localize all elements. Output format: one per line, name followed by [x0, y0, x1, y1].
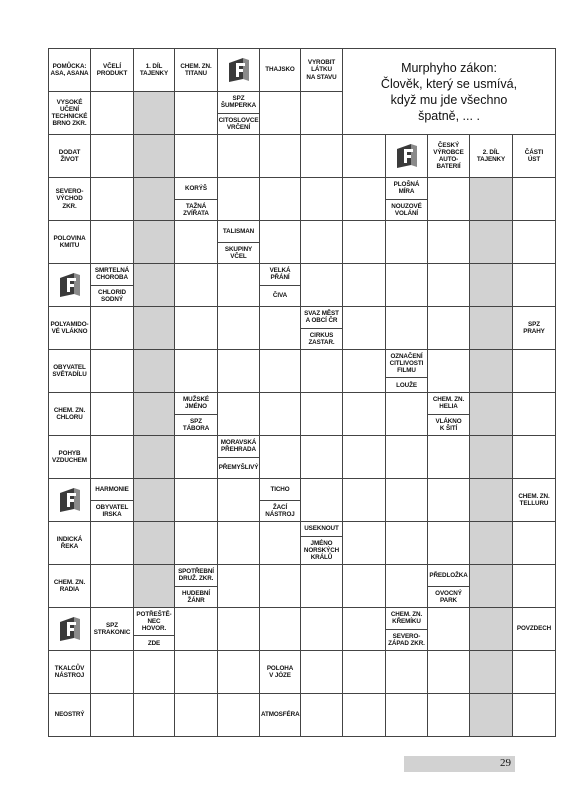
clue-cell — [386, 350, 428, 393]
answer-cell[interactable] — [343, 221, 386, 264]
answer-cell[interactable] — [301, 694, 343, 737]
answer-cell[interactable] — [343, 651, 386, 694]
clue-cell — [49, 178, 91, 221]
secret-cell[interactable] — [470, 608, 513, 651]
clue-cell — [134, 49, 175, 92]
answer-cell[interactable] — [175, 651, 218, 694]
clue-text: CITOSLOVCE VRČENÍ — [218, 113, 259, 135]
clue-cell — [260, 49, 301, 92]
answer-cell[interactable] — [260, 522, 301, 565]
clue-text: NEOSTRÝ — [54, 711, 85, 719]
clue-cell — [91, 479, 134, 522]
answer-cell[interactable] — [91, 436, 134, 479]
clue-text: KORÝŠ — [185, 184, 207, 192]
publisher-logo-icon — [59, 487, 81, 513]
answer-cell[interactable] — [218, 651, 260, 694]
clue-text: DODAT ŽIVOT — [58, 148, 81, 163]
clue-text: POTŘEŠTĚ- NEC HOVOR. — [136, 610, 172, 633]
secret-cell[interactable] — [470, 565, 513, 608]
answer-cell[interactable] — [513, 178, 556, 221]
clue-text: CHLORID SODNÝ — [91, 285, 133, 307]
answer-cell[interactable] — [386, 393, 428, 436]
answer-cell[interactable] — [343, 522, 386, 565]
clue-text: SKUPINY VČEL — [218, 242, 259, 264]
clue-text: JMÉNO NORSKÝCH KRÁLŮ — [301, 536, 342, 564]
answer-cell[interactable] — [301, 221, 343, 264]
answer-cell[interactable] — [301, 608, 343, 651]
publisher-logo-icon — [228, 57, 250, 83]
clue-cell — [513, 307, 556, 350]
answer-cell[interactable] — [428, 350, 470, 393]
logo-cell — [386, 135, 428, 178]
secret-cell[interactable] — [470, 221, 513, 264]
clue-cell — [91, 264, 134, 307]
clue-text: ČÁSTI ÚST — [524, 148, 544, 163]
clue-text: 1. DÍL TAJENKY — [139, 62, 169, 77]
clue-cell — [49, 436, 91, 479]
secret-cell[interactable] — [134, 307, 175, 350]
clue-text: CHEM. ZN. HELIA — [432, 396, 465, 411]
clue-cell — [301, 307, 343, 350]
clue-text: TALISMAN — [222, 227, 255, 235]
clue-text: OZNAČENÍ CITLIVOSTI FILMU — [389, 352, 424, 375]
logo-cell — [49, 608, 91, 651]
answer-cell[interactable] — [343, 178, 386, 221]
answer-cell[interactable] — [428, 264, 470, 307]
clue-text: SPZ PRAHY — [523, 320, 545, 335]
answer-cell[interactable] — [343, 307, 386, 350]
answer-cell[interactable] — [91, 694, 134, 737]
answer-cell[interactable] — [91, 135, 134, 178]
answer-cell[interactable] — [301, 178, 343, 221]
answer-cell[interactable] — [260, 565, 301, 608]
answer-cell[interactable] — [91, 522, 134, 565]
secret-cell[interactable] — [470, 436, 513, 479]
answer-cell[interactable] — [301, 393, 343, 436]
clue-cell — [175, 49, 218, 92]
clue-text: TAŽNÁ ZVÍŘATA — [175, 199, 217, 221]
answer-cell[interactable] — [218, 522, 260, 565]
answer-cell[interactable] — [386, 436, 428, 479]
clue-text: VYSOKÉ UČENÍ TECHNICKÉ BRNO ZKR. — [51, 98, 88, 128]
answer-cell[interactable] — [175, 522, 218, 565]
clue-cell — [218, 436, 260, 479]
answer-cell[interactable] — [343, 135, 386, 178]
secret-cell[interactable] — [470, 479, 513, 522]
clue-cell — [49, 694, 91, 737]
answer-cell[interactable] — [343, 350, 386, 393]
answer-cell[interactable] — [218, 608, 260, 651]
clue-cell — [218, 92, 260, 135]
clue-text: SMRTELNÁ CHOROBA — [94, 267, 130, 282]
clue-text: HUDEBNÍ ŽÁNR — [175, 586, 217, 608]
answer-cell[interactable] — [343, 694, 386, 737]
answer-cell[interactable] — [218, 694, 260, 737]
answer-cell[interactable] — [301, 651, 343, 694]
publisher-logo-icon — [59, 272, 81, 298]
answer-cell[interactable] — [301, 479, 343, 522]
clue-text: SPZ STRAKONIC — [93, 621, 131, 636]
answer-cell[interactable] — [218, 479, 260, 522]
clue-text: PŘEMYŠLIVÝ — [218, 457, 259, 479]
answer-cell[interactable] — [386, 307, 428, 350]
answer-cell[interactable] — [218, 565, 260, 608]
secret-cell[interactable] — [134, 264, 175, 307]
clue-cell — [513, 135, 556, 178]
answer-cell[interactable] — [301, 436, 343, 479]
clue-text: LOUŽE — [386, 377, 427, 392]
clue-text: SPZ ŠUMPERKA — [220, 95, 257, 110]
clue-text: PLOŠNÁ MÍRA — [393, 181, 420, 196]
clue-text: CIRKUS ZASTAR. — [301, 328, 342, 350]
answer-cell[interactable] — [428, 522, 470, 565]
answer-cell[interactable] — [175, 307, 218, 350]
clue-text: SEVERO- VÝCHOD ZKR. — [55, 188, 84, 210]
answer-cell[interactable] — [301, 264, 343, 307]
clue-cell — [386, 608, 428, 651]
clue-text: CHEM. ZN. TITANU — [180, 62, 212, 77]
clue-text: SPOTŘEBNÍ DRUŽ. ZKR. — [178, 568, 214, 583]
clue-text: SPZ TÁBORA — [175, 414, 217, 436]
clue-text: ŽACÍ NÁSTROJ — [260, 500, 300, 522]
clue-text: PŘEDLOŽKA — [429, 571, 468, 579]
secret-cell[interactable] — [470, 694, 513, 737]
secret-cell[interactable] — [134, 92, 175, 135]
clue-cell — [49, 350, 91, 393]
answer-cell[interactable] — [343, 264, 386, 307]
answer-cell[interactable] — [386, 651, 428, 694]
answer-cell[interactable] — [175, 694, 218, 737]
clue-text: SEVERO- ZÁPAD ZKR. — [386, 629, 427, 651]
clue-cell — [49, 92, 91, 135]
answer-cell[interactable] — [260, 350, 301, 393]
secret-cell[interactable] — [134, 436, 175, 479]
answer-cell[interactable] — [386, 565, 428, 608]
clue-text: CHEM. ZN. RADIA — [53, 578, 86, 593]
answer-cell[interactable] — [513, 694, 556, 737]
answer-cell[interactable] — [301, 92, 343, 135]
clue-text: ZDE — [134, 635, 174, 650]
answer-cell[interactable] — [386, 522, 428, 565]
clue-cell — [260, 694, 301, 737]
answer-cell[interactable] — [175, 436, 218, 479]
answer-cell[interactable] — [218, 178, 260, 221]
clue-text: OVOCNÝ PARK — [428, 586, 469, 608]
clue-text: VČELÍ PRODUKT — [96, 62, 128, 77]
clue-cell — [175, 393, 218, 436]
clue-text: CHEM. ZN. TELLURU — [518, 492, 550, 507]
secret-cell[interactable] — [470, 264, 513, 307]
answer-cell[interactable] — [386, 264, 428, 307]
clue-cell — [91, 608, 134, 651]
clue-text: ATMOSFÉRA — [261, 711, 300, 719]
answer-cell[interactable] — [513, 264, 556, 307]
clue-cell — [49, 522, 91, 565]
clue-cell — [134, 608, 175, 651]
answer-cell[interactable] — [513, 651, 556, 694]
clue-cell — [49, 307, 91, 350]
clue-cell — [513, 608, 556, 651]
secret-cell[interactable] — [470, 393, 513, 436]
secret-cell[interactable] — [470, 178, 513, 221]
clue-text: VELKÁ PŘÁNÍ — [269, 267, 291, 282]
answer-cell[interactable] — [260, 92, 301, 135]
answer-cell[interactable] — [218, 135, 260, 178]
page-number: 29 — [500, 757, 511, 769]
clue-cell — [428, 135, 470, 178]
answer-cell[interactable] — [175, 135, 218, 178]
answer-cell[interactable] — [301, 565, 343, 608]
secret-cell[interactable] — [134, 221, 175, 264]
clue-cell — [386, 178, 428, 221]
clue-cell — [175, 565, 218, 608]
logo-cell — [218, 49, 260, 92]
clue-text: CHEM. ZN. KŘEMÍKU — [390, 611, 423, 626]
clue-text: POLOHA V JÓZE — [266, 664, 294, 679]
secret-cell[interactable] — [134, 522, 175, 565]
clue-text: 2. DÍL TAJENKY — [476, 148, 506, 163]
answer-cell[interactable] — [134, 694, 175, 737]
clue-text: NOUZOVÉ VOLÁNÍ — [386, 199, 427, 221]
clue-text: USEKNOUT — [304, 525, 339, 533]
clue-text: VYROBIT LÁTKU NA STAVU — [306, 59, 337, 81]
clue-cell — [49, 49, 91, 92]
answer-cell[interactable] — [386, 221, 428, 264]
clue-text: MORAVSKÁ PŘEHRADA — [220, 439, 257, 454]
clue-text: TKALCŮV NÁSTROJ — [54, 664, 85, 679]
answer-cell[interactable] — [513, 221, 556, 264]
clue-cell — [175, 178, 218, 221]
clue-cell — [301, 49, 343, 92]
clue-cell — [49, 135, 91, 178]
secret-cell[interactable] — [470, 651, 513, 694]
answer-cell[interactable] — [218, 393, 260, 436]
publisher-logo-icon — [59, 616, 81, 642]
clue-text: ČESKÝ VÝROBCE AUTO- BATERIÍ — [433, 141, 464, 171]
answer-cell[interactable] — [218, 307, 260, 350]
logo-cell — [49, 479, 91, 522]
answer-cell[interactable] — [428, 436, 470, 479]
clue-text: POHYB VZDUCHEM — [52, 449, 87, 464]
answer-cell[interactable] — [301, 135, 343, 178]
clue-text: ČIVA — [260, 285, 300, 307]
clue-text: POLYAMIDO- VÉ VLÁKNO — [50, 320, 89, 335]
answer-cell[interactable] — [513, 436, 556, 479]
clue-text: OBYVATEL IRSKA — [91, 500, 133, 522]
quote-text: Murphyho zákon: Člověk, který se usmívá, když mu jde všechno špatně, ... . — [380, 60, 518, 123]
clue-text: POMŮCKA: ASA, ASANA — [50, 62, 89, 77]
clue-cell — [49, 221, 91, 264]
secret-cell[interactable] — [134, 479, 175, 522]
clue-cell — [513, 479, 556, 522]
answer-cell[interactable] — [343, 393, 386, 436]
secret-cell[interactable] — [134, 135, 175, 178]
clue-text: POVZDECH — [516, 625, 552, 633]
answer-cell[interactable] — [343, 608, 386, 651]
clue-cell — [260, 479, 301, 522]
answer-cell[interactable] — [91, 92, 134, 135]
answer-cell[interactable] — [428, 479, 470, 522]
clue-cell — [49, 565, 91, 608]
secret-cell[interactable] — [470, 350, 513, 393]
clue-text: CHEM. ZN. CHLORU — [53, 406, 86, 421]
secret-cell[interactable] — [134, 350, 175, 393]
answer-cell[interactable] — [175, 479, 218, 522]
clue-text: VLÁKNO K ŠITÍ — [428, 414, 469, 436]
secret-cell[interactable] — [134, 178, 175, 221]
clue-cell — [428, 565, 470, 608]
clue-text: POLOVINA KMITU — [53, 234, 86, 249]
answer-cell[interactable] — [175, 221, 218, 264]
publisher-logo-icon — [396, 143, 418, 169]
answer-cell[interactable] — [91, 393, 134, 436]
answer-cell[interactable] — [513, 522, 556, 565]
answer-cell[interactable] — [260, 608, 301, 651]
clue-cell — [470, 135, 513, 178]
answer-cell[interactable] — [134, 651, 175, 694]
clue-text: MUŽSKÉ JMÉNO — [183, 396, 209, 411]
answer-cell[interactable] — [175, 264, 218, 307]
answer-cell[interactable] — [343, 565, 386, 608]
answer-cell[interactable] — [428, 694, 470, 737]
clue-text: OBYVATEL SVĚTADÍLU — [52, 363, 87, 378]
answer-cell[interactable] — [428, 178, 470, 221]
answer-cell[interactable] — [91, 565, 134, 608]
answer-cell[interactable] — [91, 178, 134, 221]
answer-cell[interactable] — [260, 221, 301, 264]
clue-cell — [301, 522, 343, 565]
secret-cell[interactable] — [134, 393, 175, 436]
answer-cell[interactable] — [428, 651, 470, 694]
clue-text: THAJSKO — [265, 66, 295, 74]
answer-cell[interactable] — [513, 565, 556, 608]
answer-cell[interactable] — [260, 135, 301, 178]
answer-cell[interactable] — [91, 307, 134, 350]
answer-cell[interactable] — [91, 350, 134, 393]
answer-cell[interactable] — [260, 393, 301, 436]
clue-text: SVAZ MĚST A OBCÍ ČR — [304, 310, 339, 325]
answer-cell[interactable] — [260, 178, 301, 221]
answer-cell[interactable] — [428, 307, 470, 350]
answer-cell[interactable] — [218, 350, 260, 393]
clue-cell — [260, 264, 301, 307]
answer-cell[interactable] — [343, 436, 386, 479]
answer-cell[interactable] — [386, 694, 428, 737]
clue-text: TICHO — [270, 485, 290, 493]
logo-cell — [49, 264, 91, 307]
answer-cell[interactable] — [428, 221, 470, 264]
answer-cell[interactable] — [175, 350, 218, 393]
page-number-box — [404, 756, 515, 772]
answer-cell[interactable] — [513, 393, 556, 436]
answer-cell[interactable] — [91, 221, 134, 264]
crossword-grid — [48, 48, 556, 737]
answer-cell[interactable] — [260, 436, 301, 479]
answer-cell[interactable] — [260, 307, 301, 350]
answer-cell[interactable] — [91, 651, 134, 694]
clue-cell — [49, 393, 91, 436]
secret-cell[interactable] — [470, 307, 513, 350]
clue-cell — [218, 221, 260, 264]
answer-cell[interactable] — [175, 608, 218, 651]
quote-box — [343, 49, 556, 135]
clue-text: HARMONIE — [95, 485, 129, 493]
clue-text: INDICKÁ ŘEKA — [56, 535, 83, 550]
clue-cell — [49, 651, 91, 694]
answer-cell[interactable] — [386, 479, 428, 522]
secret-cell[interactable] — [470, 522, 513, 565]
secret-cell[interactable] — [134, 565, 175, 608]
clue-cell — [428, 393, 470, 436]
answer-cell[interactable] — [218, 264, 260, 307]
answer-cell[interactable] — [428, 608, 470, 651]
answer-cell[interactable] — [343, 479, 386, 522]
answer-cell[interactable] — [301, 350, 343, 393]
clue-cell — [260, 651, 301, 694]
answer-cell[interactable] — [175, 92, 218, 135]
answer-cell[interactable] — [513, 350, 556, 393]
clue-cell — [91, 49, 134, 92]
